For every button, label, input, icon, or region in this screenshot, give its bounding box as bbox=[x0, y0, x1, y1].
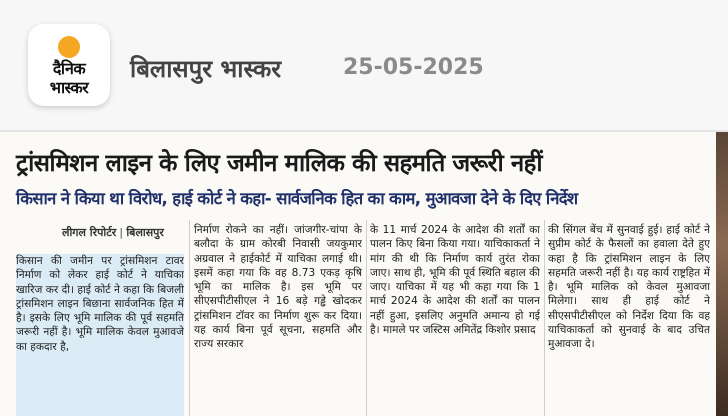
article-subheadline: किसान ने किया था विरोध, हाई कोर्ट ने कहा- सार्वजनिक हित का काम, मुआवजा देने के दिए निर्देश bbox=[16, 189, 578, 208]
news-clipping bbox=[0, 132, 716, 416]
article-column-3-text: के 11 मार्च 2024 के आदेश की शर्तों का पालन किए बिना किया गया। याचिकाकर्ता ने मांग की थी कि निर्माण कार्य तुरंत रोका जाए। साथ ही, भूमि की पूर्व स्थिति बहाल की जाए। याचिका में यह भी कहा गया कि 1 मार्च 2024 के आदेश की शर्तों का पालन नहीं हुआ, इसलिए अनुमति अमान्य हो गई है। मामले पर जस्टिस अमितेंद्र किशोर प्रसाद bbox=[370, 224, 540, 337]
edition-name: बिलासपुर भास्कर bbox=[130, 55, 282, 83]
article-column-4 bbox=[548, 223, 710, 416]
article-column-3 bbox=[370, 223, 540, 416]
column-rule-3 bbox=[544, 220, 545, 416]
logo-text-line2: भास्कर bbox=[49, 78, 89, 97]
column-rule-1 bbox=[189, 220, 190, 416]
article-column-4-text: की सिंगल बेंच में सुनवाई हुई। हाई कोर्ट ने सुप्रीम कोर्ट के फैसलों का हवाला देते हुए कहा है कि ट्रांसमिशन लाइन के लिए सहमति जरूरी नहीं है। यह कार्य राष्ट्रहित में है। भूमि मालिक को केवल मुआवजा मिलेगा। साथ ही हाई कोर्ट ने सीएसपीटीसीएल को निर्देश दिया कि वह याचिकाकर्ता को सुनवाई के बाद उचित मुआवजा दे। bbox=[548, 224, 710, 351]
article-column-2 bbox=[194, 223, 362, 416]
byline-separator: | bbox=[119, 226, 124, 239]
article-column-1 bbox=[16, 254, 184, 416]
article-column-2-text: निर्माण रोकने का नहीं। जांजगीर-चांपा के बलौदा के ग्राम कोरबी निवासी जयकुमार अग्रवाल ने हाईकोर्ट में याचिका लगाई थी। इसमें कहा गया कि वह 8.73 एकड़ कृषि भूमि का मालिक है। इस भूमि पर सीएसपीटीसीएल ने 16 बड़े गड्ढे खोदकर ट्रांसमिशन टॉवर का निर्माण शुरू कर दिया। यह कार्य बिना पूर्व सूचना, सहमति और राज्य सरकार bbox=[194, 224, 362, 351]
byline-city: बिलासपुर bbox=[126, 226, 164, 239]
byline bbox=[62, 225, 164, 240]
adjacent-photo-edge bbox=[716, 132, 728, 416]
byline-reporter: लीगल रिपोर्टर bbox=[62, 226, 117, 239]
logo-text-line1: दैनिक bbox=[52, 59, 86, 78]
edition-header bbox=[0, 0, 728, 130]
column-rule-2 bbox=[366, 220, 367, 416]
edition-date: 25-05-2025 bbox=[343, 55, 484, 80]
article-headline: ट्रांसमिशन लाइन के लिए जमीन मालिक की सहमति जरूरी नहीं bbox=[16, 149, 542, 177]
sun-icon bbox=[58, 36, 80, 58]
article-column-1-text: किसान की जमीन पर ट्रांसमिशन टावर निर्माण को लेकर हाई कोर्ट ने याचिका खारिज कर दी। हाई कोर्ट ने कहा कि बिजली ट्रांसमिशन लाइन बिछाना सार्वजनिक हित में है। इसके लिए भूमि मालिक की पूर्व सहमति जरूरी नहीं है। भूमि मालिक केवल मुआवजे का हकदार है, bbox=[16, 255, 184, 353]
dainik-bhaskar-logo[interactable] bbox=[28, 24, 110, 106]
